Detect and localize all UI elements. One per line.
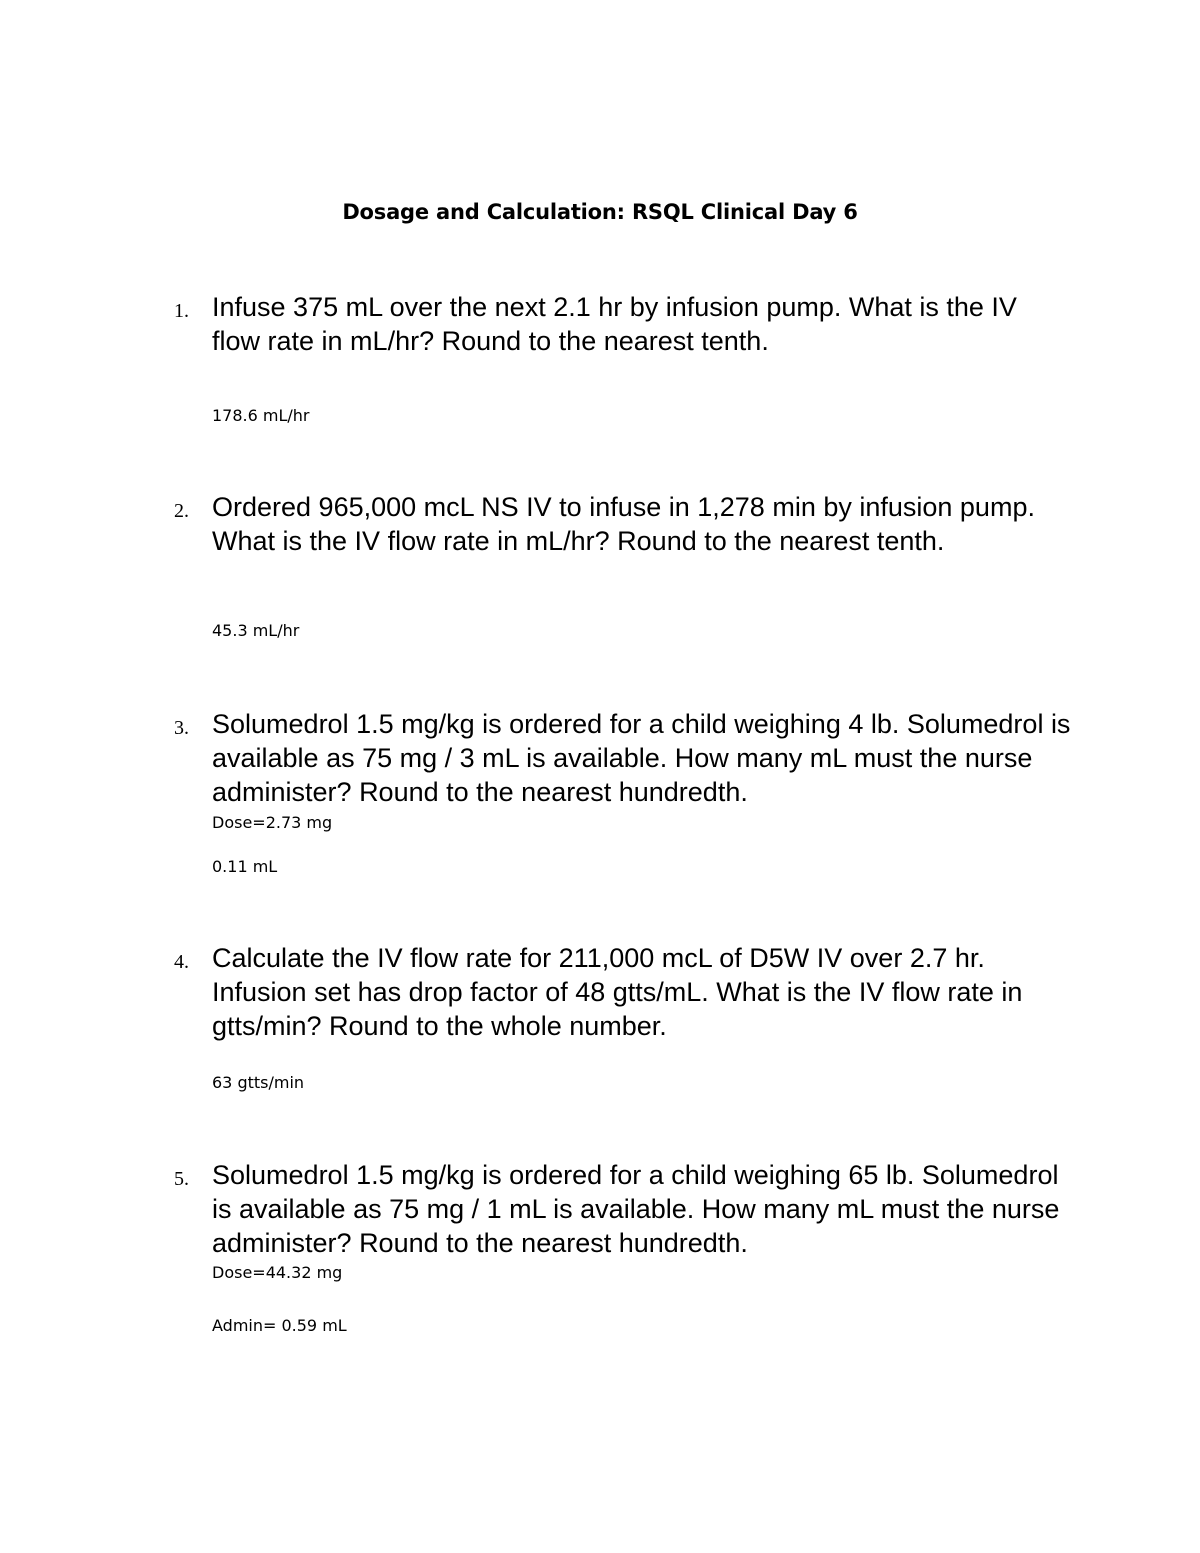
answer-2: 45.3 mL/hr xyxy=(212,621,300,640)
question-number: 5. xyxy=(174,1168,189,1190)
question-number: 1. xyxy=(174,300,189,322)
question-number: 2. xyxy=(174,500,189,522)
answer-4: 63 gtts/min xyxy=(212,1073,305,1092)
answer-5-admin: Admin= 0.59 mL xyxy=(212,1316,347,1335)
page-title: Dosage and Calculation: RSQL Clinical Day 6 xyxy=(342,200,858,224)
question-text: Solumedrol 1.5 mg/kg is ordered for a child weighing 4 lb. Solumedrol is available as 75 mg / 3 mL is available. How many mL must the nurse administer? Round to the nearest hundredth. xyxy=(212,709,1071,807)
answer-3-volume: 0.11 mL xyxy=(212,857,278,876)
question-text: Calculate the IV flow rate for 211,000 mcL of D5W IV over 2.7 hr. Infusion set has drop factor of 48 gtts/mL. What is the IV flow rate in gtts/min? Round to the whole number. xyxy=(212,943,1023,1041)
question-text: Solumedrol 1.5 mg/kg is ordered for a child weighing 65 lb. Solumedrol is available as 75 mg / 1 mL is available. How many mL must the nurse administer? Round to the nearest hundredth. xyxy=(212,1160,1060,1258)
question-text: Infuse 375 mL over the next 2.1 hr by infusion pump. What is the IV flow rate in mL/hr? Round to the nearest tenth. xyxy=(212,292,1017,356)
answer-1: 178.6 mL/hr xyxy=(212,406,310,425)
question-text: Ordered 965,000 mcL NS IV to infuse in 1,278 min by infusion pump. What is the IV flow rate in mL/hr? Round to the nearest tenth. xyxy=(212,492,1035,556)
question-number: 3. xyxy=(174,717,189,739)
question-number: 4. xyxy=(174,951,189,973)
answer-5-dose: Dose=44.32 mg xyxy=(212,1263,343,1282)
answer-3-dose: Dose=2.73 mg xyxy=(212,813,333,832)
